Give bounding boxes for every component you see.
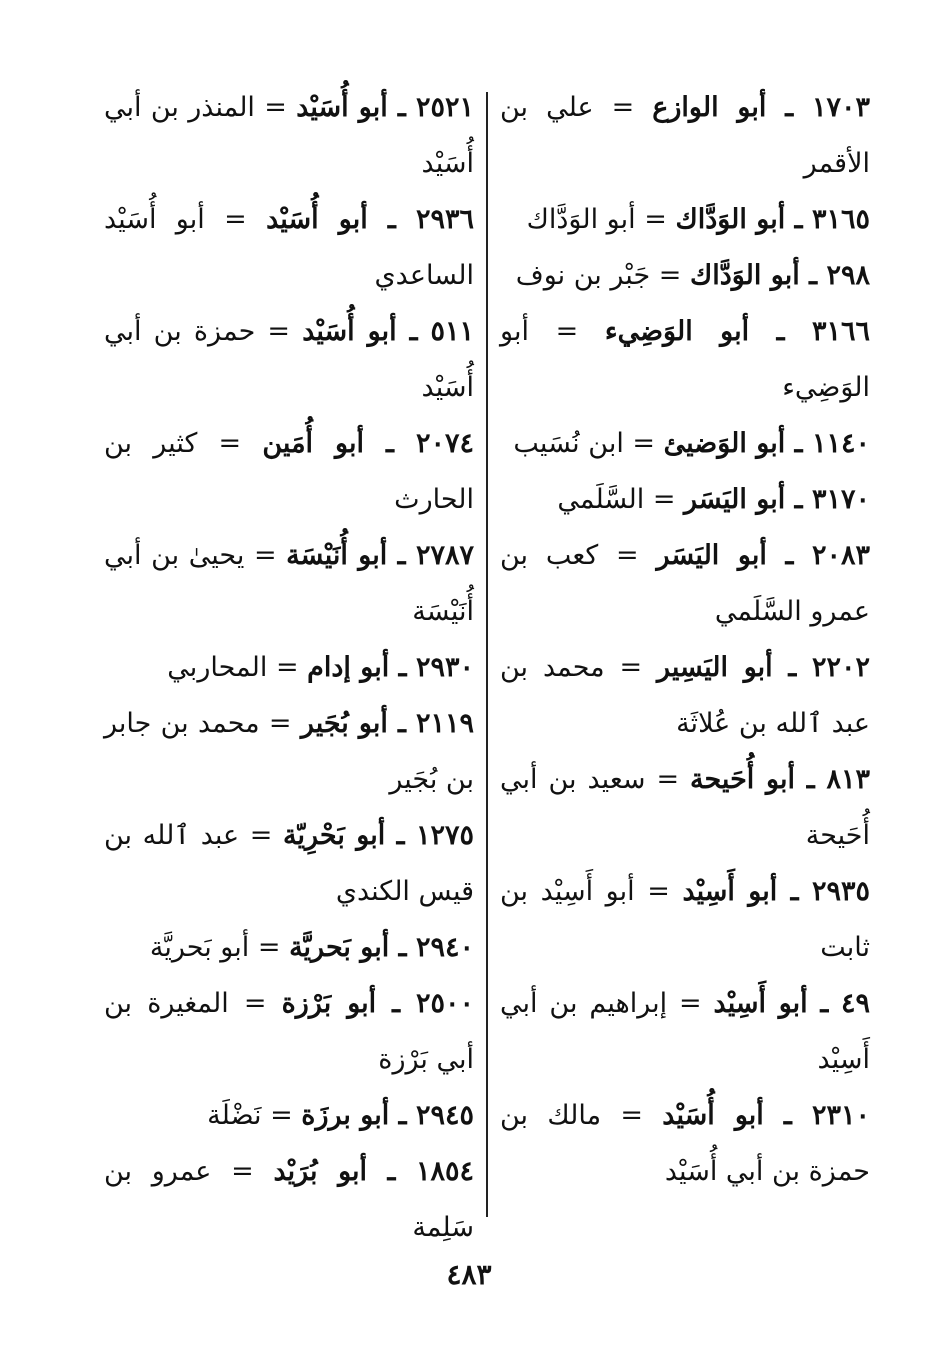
entry-number: ٣١٧٠ xyxy=(811,484,870,515)
entry-name: إبراهيم بن أبي أَسِيْد xyxy=(500,988,870,1075)
page-number: ٤٨٣ xyxy=(446,1258,492,1291)
entry-dash: ـ xyxy=(785,204,812,235)
column-divider xyxy=(486,92,488,1217)
index-entry xyxy=(104,920,474,976)
index-entry xyxy=(104,976,474,1088)
index-entry xyxy=(500,1088,870,1200)
entry-kunya: أبو أُسَيْد xyxy=(296,92,388,123)
entry-equals: = xyxy=(623,428,664,459)
index-entry xyxy=(500,752,870,864)
index-entry xyxy=(500,864,870,976)
entry-kunya: أبو بُجَير xyxy=(300,708,388,739)
entry-name: كعب بن عمرو السَّلَمي xyxy=(500,540,870,627)
entry-number: ٢٢٠٢ xyxy=(812,652,871,683)
index-entry xyxy=(104,808,474,920)
index-entry xyxy=(104,528,474,640)
index-entry xyxy=(500,304,870,416)
entry-dash: ـ xyxy=(772,652,812,683)
entry-kunya: أبو أُمَين xyxy=(262,428,365,459)
entry-equals: = xyxy=(528,316,605,347)
entry-kunya: أبو الوَضِيء xyxy=(604,316,750,347)
entry-equals: = xyxy=(197,428,263,459)
entry-kunya: أبو أُسَيْد xyxy=(266,204,368,235)
left-column xyxy=(104,80,475,1243)
entry-number: ١٨٥٤ xyxy=(415,1156,474,1187)
entry-kunya: أبو الوَدَّاك xyxy=(675,204,786,235)
entry-dash: ـ xyxy=(749,316,812,347)
right-column xyxy=(500,80,870,1220)
entry-equals: = xyxy=(254,92,297,123)
index-entry xyxy=(104,304,474,416)
entry-name: أبو الوَدَّاك xyxy=(526,204,636,235)
entry-name: السَّلَمي xyxy=(557,484,645,515)
entry-number: ٢٣١٠ xyxy=(811,1100,870,1131)
entry-kunya: أبو أُحَيحة xyxy=(690,764,796,795)
entry-number: ١٢٧٥ xyxy=(416,820,475,851)
entry-equals: = xyxy=(650,260,690,291)
entry-dash: ـ xyxy=(367,1156,416,1187)
entry-equals: = xyxy=(255,316,303,347)
entry-equals: = xyxy=(604,652,658,683)
entry-name: المغيرة بن أبي بَرْزة xyxy=(104,988,474,1075)
entry-kunya: أبو بَحْرِيّة xyxy=(283,820,386,851)
index-entry xyxy=(500,248,870,304)
index-entry xyxy=(104,80,474,192)
entry-equals: = xyxy=(635,204,676,235)
entry-number: ٢١١٩ xyxy=(415,708,474,739)
entry-dash: ـ xyxy=(389,1100,416,1131)
entry-name: سعيد بن أبي أُحَيحة xyxy=(500,764,870,851)
entry-kunya: أبو أَسِيْد xyxy=(713,988,808,1019)
entry-equals: = xyxy=(228,988,282,1019)
entry-number: ٢٠٧٤ xyxy=(416,428,475,459)
entry-equals: = xyxy=(593,92,653,123)
index-entry xyxy=(104,416,474,528)
entry-kunya: أبو أُسَيْد xyxy=(302,316,397,347)
entry-name: عبد ٱلله بن قيس الكندي xyxy=(104,820,474,907)
entry-kunya: أبو أُنَيْسَة xyxy=(286,540,388,571)
entry-number: ٢٥٠٠ xyxy=(415,988,474,1019)
entry-number: ٢٠٨٣ xyxy=(811,540,870,571)
entry-equals: = xyxy=(644,484,685,515)
entry-kunya: أبو الوَدَّاك xyxy=(689,260,800,291)
entry-equals: = xyxy=(645,764,691,795)
index-entry xyxy=(500,472,870,528)
index-entry xyxy=(104,1144,474,1256)
entry-kunya: أبو اليَسِير xyxy=(657,652,773,683)
index-entry xyxy=(500,528,870,640)
entry-name: يحيىٰ بن أبي أُنَيْسَة xyxy=(104,540,474,627)
entry-equals: = xyxy=(244,540,287,571)
entry-number: ١٧٠٣ xyxy=(811,92,870,123)
index-entry xyxy=(104,696,474,808)
entry-dash: ـ xyxy=(396,316,431,347)
entry-dash: ـ xyxy=(389,932,416,963)
entry-name: المنذر بن أبي أُسَيْد xyxy=(104,92,474,179)
entry-name: محمد بن جابر بن بُجَير xyxy=(104,708,474,795)
entry-dash: ـ xyxy=(387,540,416,571)
entry-dash: ـ xyxy=(807,988,841,1019)
two-column-index xyxy=(100,80,871,1243)
entry-equals: = xyxy=(601,1100,663,1131)
entry-equals: = xyxy=(204,204,267,235)
entry-name: مالك بن حمزة بن أبي أُسَيْد xyxy=(500,1100,870,1187)
entry-dash: ـ xyxy=(763,1100,812,1131)
index-entry xyxy=(104,192,474,304)
entry-dash: ـ xyxy=(364,428,416,459)
entry-number: ٥١١ xyxy=(430,316,474,347)
entry-dash: ـ xyxy=(799,260,827,291)
entry-name: أبو أُسَيْد الساعدي xyxy=(104,204,474,291)
entry-name: المحاربي xyxy=(167,652,268,683)
index-entry xyxy=(500,976,870,1088)
entry-number: ٣١٦٥ xyxy=(811,204,870,235)
entry-number: ٢٧٨٧ xyxy=(415,540,474,571)
index-entry xyxy=(500,80,870,192)
entry-kunya: أبو اليَسَر xyxy=(656,540,767,571)
entry-name: محمد بن عبد ٱلله بن عُلاثَة xyxy=(500,652,870,739)
entry-dash: ـ xyxy=(376,988,416,1019)
entry-number: ٢٩٣٦ xyxy=(415,204,474,235)
entry-name: حمزة بن أبي أُسَيْد xyxy=(104,316,474,403)
entry-equals: = xyxy=(211,1156,274,1187)
entry-name: كثير بن الحارث xyxy=(104,428,474,515)
entry-name: عمرو بن سَلِمة xyxy=(104,1156,474,1243)
entry-kunya: أبو بُرَيْد xyxy=(273,1156,368,1187)
entry-dash: ـ xyxy=(387,708,416,739)
entry-name: علي بن الأقمر xyxy=(500,92,870,179)
entry-equals: = xyxy=(267,652,308,683)
entry-number: ٢٩٣٠ xyxy=(415,652,474,683)
entry-dash: ـ xyxy=(766,540,812,571)
entry-dash: ـ xyxy=(385,820,416,851)
entry-number: ٢٩٨ xyxy=(826,260,870,291)
entry-name: نَضْلَة xyxy=(207,1100,262,1131)
entry-kunya: أبو الوازع xyxy=(652,92,767,123)
index-entry xyxy=(500,416,870,472)
entry-kunya: أبو أَسِيْد xyxy=(682,876,778,907)
entry-kunya: أبو برزَة xyxy=(301,1100,390,1131)
entry-equals: = xyxy=(239,820,284,851)
entry-dash: ـ xyxy=(389,652,416,683)
entry-kunya: أبو إدام xyxy=(307,652,390,683)
entry-name: أبو الوَضِيء xyxy=(500,316,870,403)
index-entry xyxy=(500,192,870,248)
entry-number: ٨١٣ xyxy=(826,764,870,795)
entry-dash: ـ xyxy=(387,92,416,123)
entry-name: ابن نُسَيب xyxy=(513,428,624,459)
entry-dash: ـ xyxy=(795,764,827,795)
entry-kunya: أبو اليَسَر xyxy=(684,484,786,515)
entry-name: جَبْر بن نوف xyxy=(515,260,651,291)
entry-equals: = xyxy=(249,932,290,963)
entry-dash: ـ xyxy=(785,484,812,515)
entry-number: ٢٩٤٠ xyxy=(415,932,474,963)
entry-number: ٢٥٢١ xyxy=(415,92,474,123)
entry-equals: = xyxy=(667,988,714,1019)
entry-kunya: أبو بَرْزة xyxy=(281,988,377,1019)
entry-equals: = xyxy=(634,876,683,907)
entry-number: ٣١٦٦ xyxy=(811,316,870,347)
entry-name: أبو بَحريَّة xyxy=(149,932,250,963)
index-entry xyxy=(104,640,474,696)
entry-name: أبو أَسِيْد بن ثابت xyxy=(500,876,870,963)
entry-dash: ـ xyxy=(367,204,416,235)
entry-dash: ـ xyxy=(785,428,812,459)
entry-equals: = xyxy=(598,540,657,571)
entry-kunya: أبو بَحريَّة xyxy=(289,932,390,963)
entry-number: ٢٩٣٥ xyxy=(811,876,870,907)
index-entry xyxy=(104,1088,474,1144)
entry-equals: = xyxy=(261,1100,302,1131)
entry-number: ١١٤٠ xyxy=(811,428,870,459)
entry-equals: = xyxy=(259,708,301,739)
entry-number: ٤٩ xyxy=(841,988,871,1019)
index-entry xyxy=(500,640,870,752)
entry-kunya: أبو أُسَيْد xyxy=(662,1100,764,1131)
entry-dash: ـ xyxy=(777,876,812,907)
entry-kunya: أبو الوَضيئ xyxy=(663,428,786,459)
entry-number: ٢٩٤٥ xyxy=(415,1100,474,1131)
entry-dash: ـ xyxy=(766,92,812,123)
